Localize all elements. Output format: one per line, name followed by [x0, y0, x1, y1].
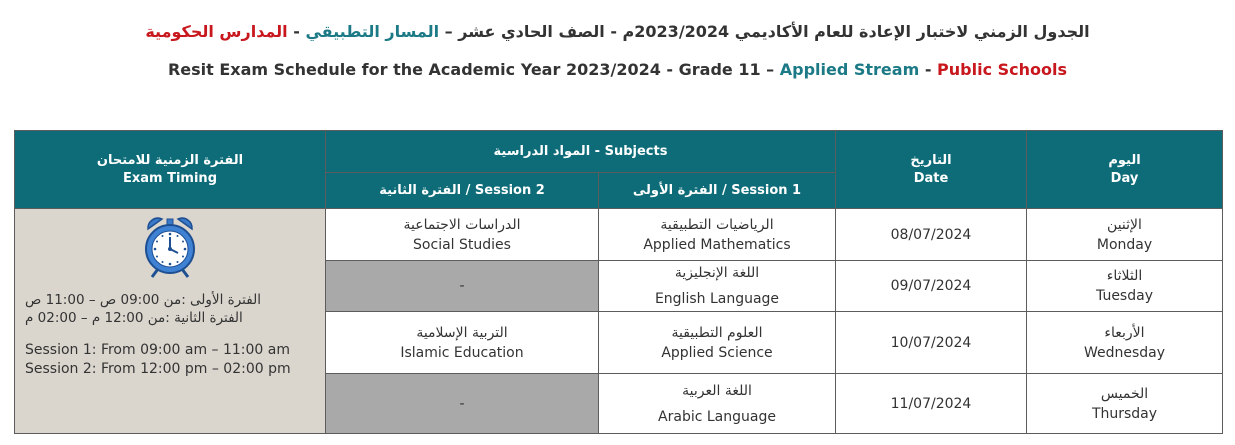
title-ar-main: الجدول الزمني لاختبار الإعادة للعام الأكاديمي 2023/2024م - الصف الحادي عشر –	[439, 22, 1090, 41]
subject-ar: اللغة الإنجليزية	[674, 265, 760, 281]
date-cell: 10/07/2024	[836, 312, 1027, 374]
schedule-table	[14, 130, 1223, 434]
header-date-en: Date	[913, 170, 949, 186]
subject-en: Applied Science	[661, 344, 773, 361]
session-2-cell-empty: -	[326, 374, 599, 434]
table-row	[15, 209, 1223, 261]
day-cell	[1027, 312, 1223, 374]
timing-session-2-ar: الفترة الثانية :من 12:00 م – 02:00 م	[25, 310, 243, 326]
title-ar-schools: المدارس الحكومية	[145, 22, 288, 41]
timing-session-2-en: Session 2: From 12:00 pm – 02:00 pm	[25, 361, 291, 377]
session-1-cell	[599, 261, 836, 312]
session-2-cell	[326, 209, 599, 261]
exam-timing-cell	[15, 209, 326, 434]
title-english	[0, 60, 1235, 79]
session-2-cell-empty: -	[326, 261, 599, 312]
subject-en: English Language	[654, 291, 780, 307]
timing-session-1-en: Session 1: From 09:00 am – 11:00 am	[25, 342, 291, 358]
alarm-clock-icon	[142, 215, 198, 281]
subject-ar: اللغة العربية	[682, 382, 752, 399]
header-timing-en: Exam Timing	[123, 170, 217, 186]
session-2-cell	[326, 312, 599, 374]
header-date	[836, 131, 1027, 209]
title-en-schools: Public Schools	[937, 60, 1068, 79]
subject-ar: العلوم التطبيقية	[671, 324, 763, 341]
day-cell	[1027, 374, 1223, 434]
subject-ar: الرياضيات التطبيقية	[660, 216, 774, 233]
header-day-ar: اليوم	[1108, 152, 1141, 168]
title-en-sep: -	[919, 60, 938, 79]
header-session-1: الفترة الأولى / Session 1	[599, 173, 836, 209]
header-day-en: Day	[1110, 170, 1139, 186]
day-ar: الأربعاء	[1104, 324, 1145, 341]
day-en: Monday	[1096, 236, 1153, 253]
session-1-cell	[599, 209, 836, 261]
title-ar-sep: -	[287, 22, 306, 41]
timing-session-1-ar: الفترة الأولى :من 09:00 ص – 11:00 ص	[25, 292, 261, 308]
title-en-main: Resit Exam Schedule for the Academic Year 2023/2024 - Grade 11 –	[167, 60, 780, 79]
title-arabic	[0, 22, 1235, 41]
header-session-2: الفترة الثانية / Session 2	[326, 173, 599, 209]
title-ar-stream: المسار التطبيقي	[305, 22, 440, 41]
subject-ar: التربية الإسلامية	[416, 324, 508, 341]
subject-en: Arabic Language	[658, 408, 776, 425]
subject-ar: الدراسات الاجتماعية	[403, 216, 521, 233]
date-cell: 09/07/2024	[836, 261, 1027, 312]
subject-en: Applied Mathematics	[643, 236, 791, 253]
day-ar: الثلاثاء	[1106, 268, 1143, 284]
day-cell	[1027, 261, 1223, 312]
day-ar: الإثنين	[1107, 216, 1142, 233]
day-en: Wednesday	[1083, 344, 1166, 361]
header-row	[15, 131, 1223, 173]
day-cell	[1027, 209, 1223, 261]
subject-en: Social Studies	[413, 236, 511, 253]
day-en: Tuesday	[1096, 288, 1153, 304]
header-timing-ar: الفترة الزمنية للامتحان	[96, 152, 244, 168]
date-cell: 08/07/2024	[836, 209, 1027, 261]
header-day	[1027, 131, 1223, 209]
header-subjects: المواد الدراسية - Subjects	[326, 131, 836, 173]
session-1-cell	[599, 374, 836, 434]
title-en-stream: Applied Stream	[779, 60, 920, 79]
header-exam-timing	[15, 131, 326, 209]
session-1-cell	[599, 312, 836, 374]
day-en: Thursday	[1091, 405, 1158, 422]
day-ar: الخميس	[1100, 385, 1149, 402]
date-cell: 11/07/2024	[836, 374, 1027, 434]
header-date-ar: التاريخ	[910, 152, 952, 168]
subject-en: Islamic Education	[400, 344, 524, 361]
